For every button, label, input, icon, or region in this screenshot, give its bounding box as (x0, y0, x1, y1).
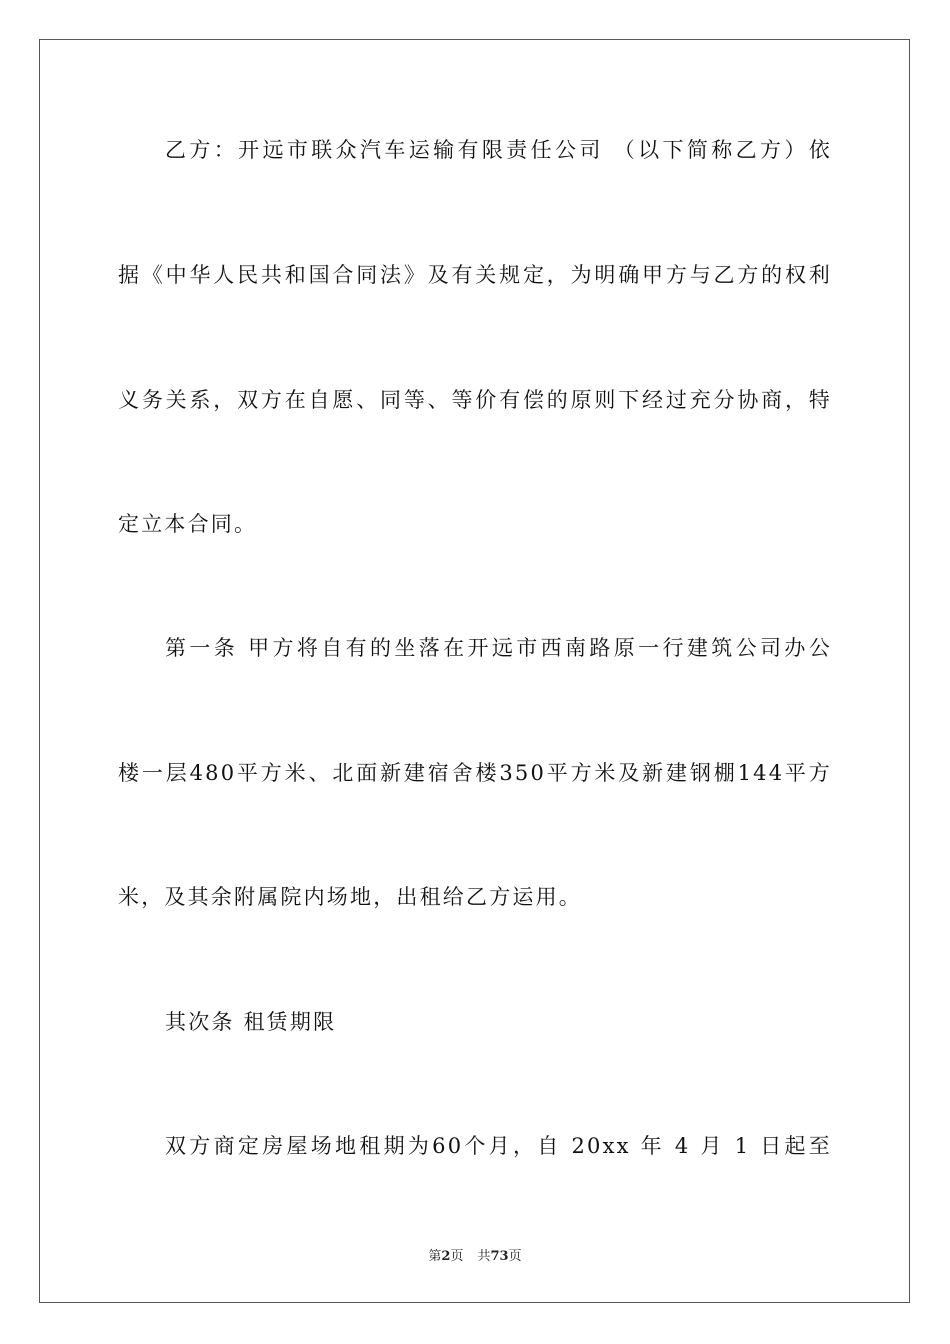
paragraph-line: 乙方：开远市联众汽车运输有限责任公司 （以下简称乙方）依 (165, 138, 832, 162)
total-suffix: 页 (508, 1249, 522, 1264)
paragraph-line: 定立本合同。 (118, 512, 258, 536)
paragraph-line: 双方商定房屋场地租期为60个月，自 20xx 年 4 月 1 日起至 (165, 1134, 832, 1158)
paragraph-line: 米，及其余附属院内场地，出租给乙方运用。 (118, 885, 582, 909)
page-footer (0, 1248, 950, 1266)
paragraph-line: 第一条 甲方将自有的坐落在开远市西南路原一行建筑公司办公 (165, 636, 832, 660)
page-number: 2 (441, 1249, 451, 1264)
page-frame (39, 39, 910, 1303)
total-pages: 73 (490, 1249, 509, 1264)
paragraph-line: 据《中华人民共和国合同法》及有关规定，为明确甲方与乙方的权利 (118, 263, 832, 287)
page-suffix: 页 (450, 1249, 464, 1264)
paragraph-line: 楼一层480平方米、北面新建宿舍楼350平方米及新建钢棚144平方 (118, 761, 832, 785)
page-prefix: 第 (428, 1249, 442, 1264)
section-heading: 其次条 租赁期限 (165, 1010, 337, 1034)
total-prefix: 共 (477, 1249, 491, 1264)
paragraph-line: 义务关系，双方在自愿、同等、等价有偿的原则下经过充分协商，特 (118, 388, 832, 412)
